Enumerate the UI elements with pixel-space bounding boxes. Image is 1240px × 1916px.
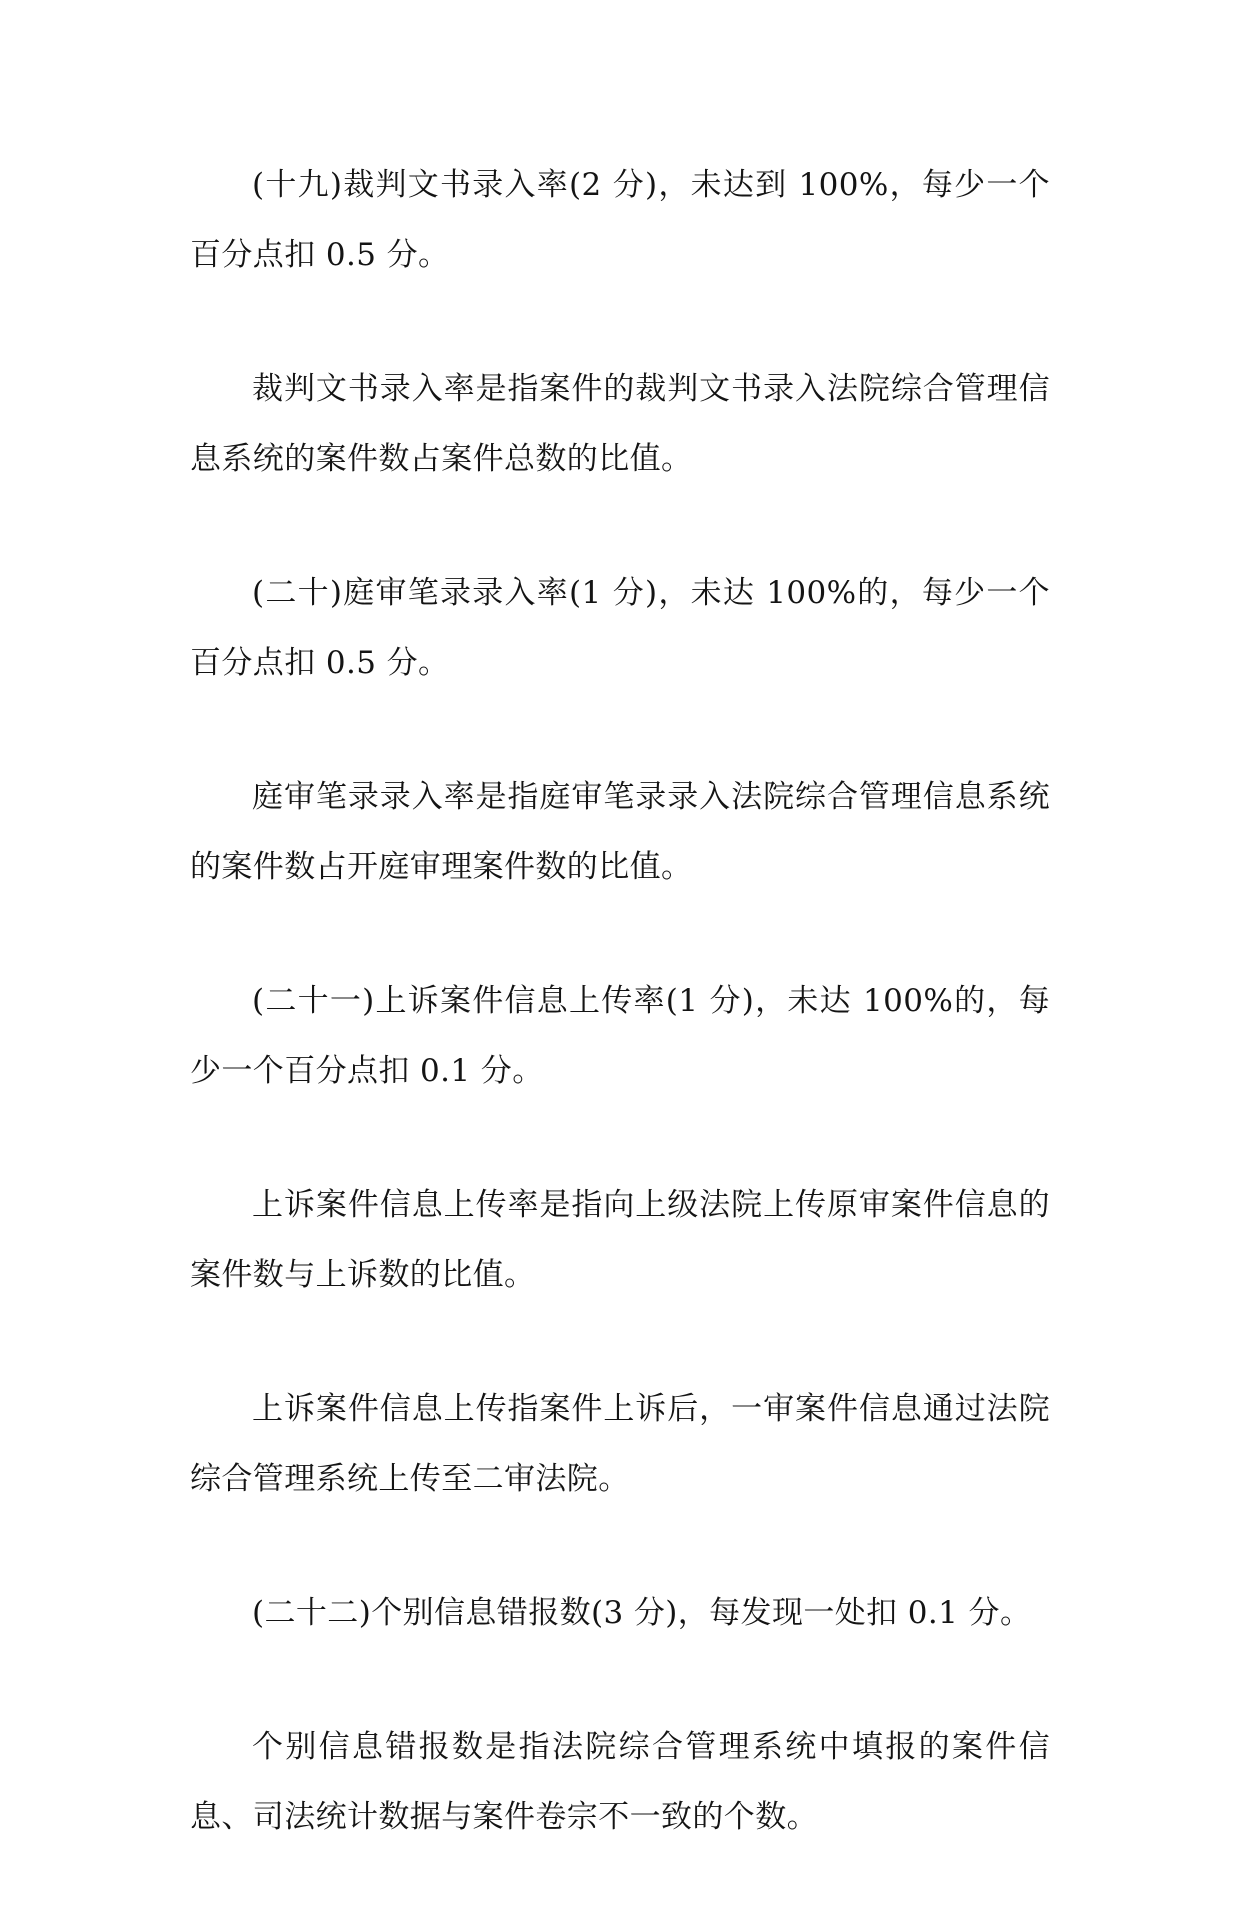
document-body: [190, 150, 1050, 1916]
paragraph-item-21: (二十一)上诉案件信息上传率(1 分)，未达 100%的，每少一个百分点扣 0.1 分。: [190, 983, 1050, 1089]
paragraph-item-20-definition: 庭审笔录录入率是指庭审笔录录入法院综合管理信息系统的案件数占开庭审理案件数的比值。: [190, 779, 1050, 885]
paragraph-item-19-definition: 裁判文书录入率是指案件的裁判文书录入法院综合管理信息系统的案件数占案件总数的比值。: [190, 371, 1050, 477]
paragraph-item-22-definition: 个别信息错报数是指法院综合管理系统中填报的案件信息、司法统计数据与案件卷宗不一致的个数。: [190, 1729, 1050, 1835]
paragraph-item-22: (二十二)个别信息错报数(3 分)，每发现一处扣 0.1 分。: [252, 1595, 1032, 1631]
paragraph-item-20: (二十)庭审笔录录入率(1 分)，未达 100%的，每少一个百分点扣 0.5 分。: [190, 575, 1050, 681]
paragraph-item-19: (十九)裁判文书录入率(2 分)，未达到 100%，每少一个百分点扣 0.5 分。: [190, 167, 1050, 273]
paragraph-item-21-definition: 上诉案件信息上传率是指向上级法院上传原审案件信息的案件数与上诉数的比值。: [190, 1187, 1050, 1293]
paragraph-item-21-note: 上诉案件信息上传指案件上诉后，一审案件信息通过法院综合管理系统上传至二审法院。: [190, 1391, 1050, 1497]
